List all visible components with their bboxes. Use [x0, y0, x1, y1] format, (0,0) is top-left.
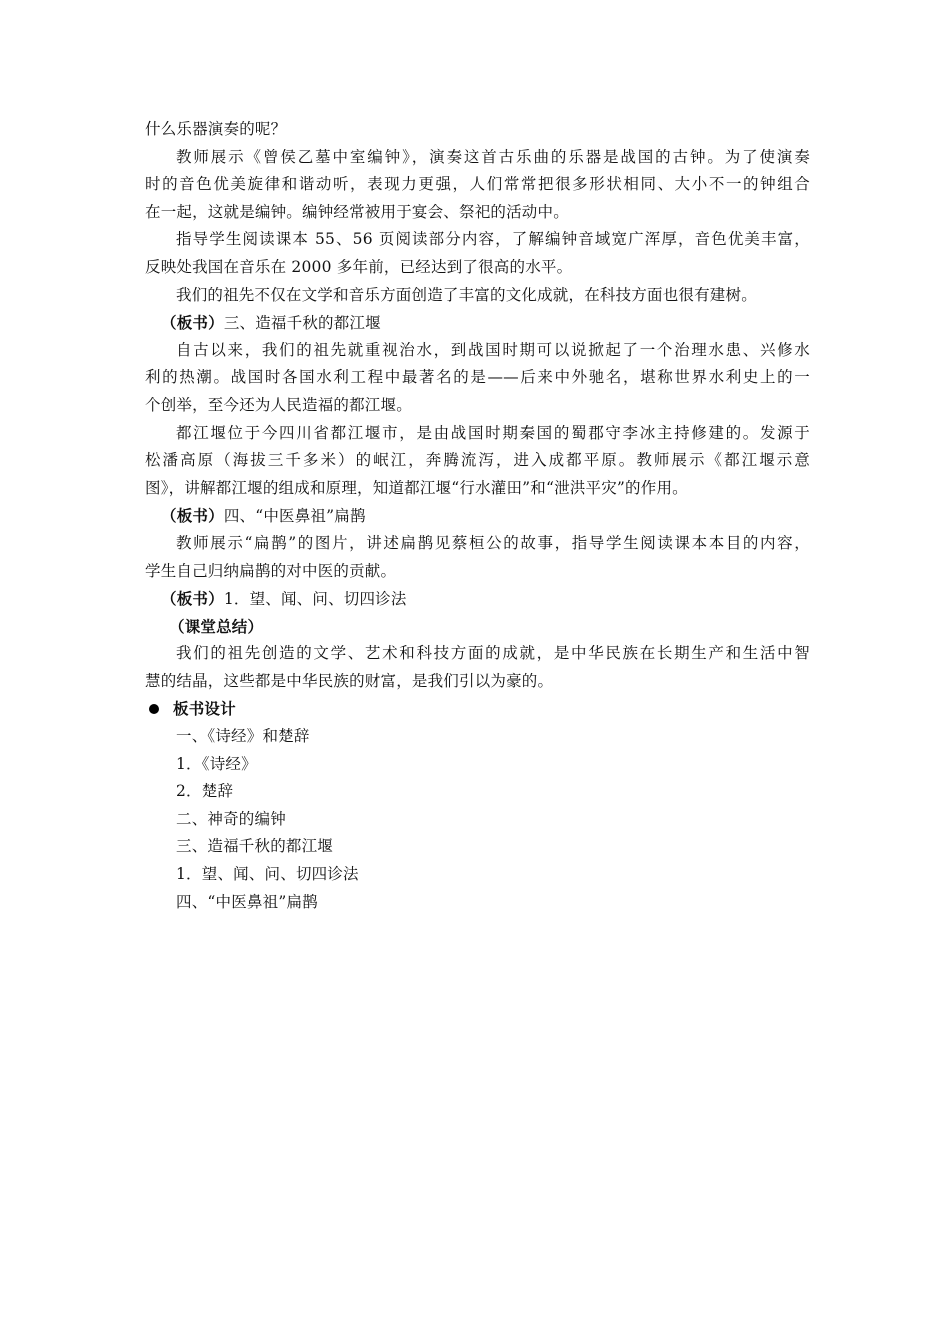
outline-item: 1．望、闻、问、切四诊法 — [176, 865, 359, 884]
bullet-icon — [149, 704, 159, 714]
paragraph-line: 学生自己归纳扁鹊的对中医的贡献。 — [145, 561, 397, 580]
paragraph-line: 我们的祖先不仅在文学和音乐方面创造了丰富的文化成就，在科技方面也很有建树。 — [176, 285, 757, 304]
board-label: （板书） — [161, 313, 224, 333]
paragraph-line: 自古以来，我们的祖先就重视治水，到战国时期可以说掀起了一个治理水患、兴修水 — [176, 340, 810, 359]
section-heading — [145, 695, 810, 723]
paragraph-line: 什么乐器演奏的呢？ — [145, 120, 287, 138]
paragraph-line: 教师展示“扁鹊”的图片，讲述扁鹊见蔡桓公的故事，指导学生阅读课本本目的内容， — [176, 533, 810, 552]
paragraph-line: 都江堰位于今四川省都江堰市，是由战国时期秦国的蜀郡守李冰主持修建的。发源于 — [176, 423, 810, 442]
paragraph-line: 教师展示《曾侯乙墓中室编钟》，演奏这首古乐曲的乐器是战国的古钟。为了使演奏 — [176, 147, 810, 166]
board-heading — [145, 502, 810, 530]
outline-item: 一、《诗经》和楚辞 — [176, 727, 310, 746]
outline-item: 2．楚辞 — [176, 782, 234, 801]
outline-item: 三、造福千秋的都江堰 — [176, 837, 334, 856]
paragraph-line: 慧的结晶，这些都是中华民族的财富，是我们引以为豪的。 — [145, 671, 554, 690]
paragraph-line: 在一起，这就是编钟。编钟经常被用于宴会、祭祀的活动中。 — [145, 202, 569, 221]
outline-item: 四、“中医鼻祖”扁鹊 — [176, 892, 318, 911]
section-heading-text: 板书设计 — [173, 699, 236, 719]
paragraph-line: 松潘高原（海拔三千多米）的岷江，奔腾流泻，进入成都平原。教师展示《都江堰示意 — [145, 451, 810, 470]
outline-item: 1．《诗经》 — [176, 754, 257, 773]
paragraph-line: 个创举，至今还为人民造福的都江堰。 — [145, 395, 412, 414]
board-heading — [145, 585, 810, 613]
paragraph-line: 时的音色优美旋律和谐动听，表现力更强，人们常常把很多形状相同、大小不一的钟组合 — [145, 175, 810, 194]
paragraph-line: 利的热潮。战国时各国水利工程中最著名的是——后来中外驰名，堪称世界水利史上的一 — [145, 368, 810, 387]
board-heading — [145, 309, 810, 337]
paragraph-line: 我们的祖先创造的文学、艺术和科技方面的成就，是中华民族在长期生产和生活中智 — [176, 644, 810, 663]
board-heading-text: 四、“中医鼻祖”扁鹊 — [223, 507, 366, 526]
board-heading-text: 1．望、闻、问、切四诊法 — [223, 590, 407, 609]
paragraph-line: 图》，讲解都江堰的组成和原理，知道都江堰“行水灌田”和“泄洪平灾”的作用。 — [145, 478, 688, 497]
paragraph-line: 指导学生阅读课本 55、56 页阅读部分内容，了解编钟音域宽广浑厚，音色优美丰富， — [176, 230, 810, 249]
board-heading-text: 三、造福千秋的都江堰 — [223, 314, 381, 333]
board-label: （板书） — [161, 589, 224, 609]
document-page — [145, 116, 810, 916]
summary-heading: （课堂总结） — [169, 616, 264, 636]
paragraph-line: 反映处我国在音乐在 2000 多年前，已经达到了很高的水平。 — [145, 257, 573, 276]
outline-item: 二、神奇的编钟 — [176, 809, 286, 828]
board-label: （板书） — [161, 506, 224, 526]
